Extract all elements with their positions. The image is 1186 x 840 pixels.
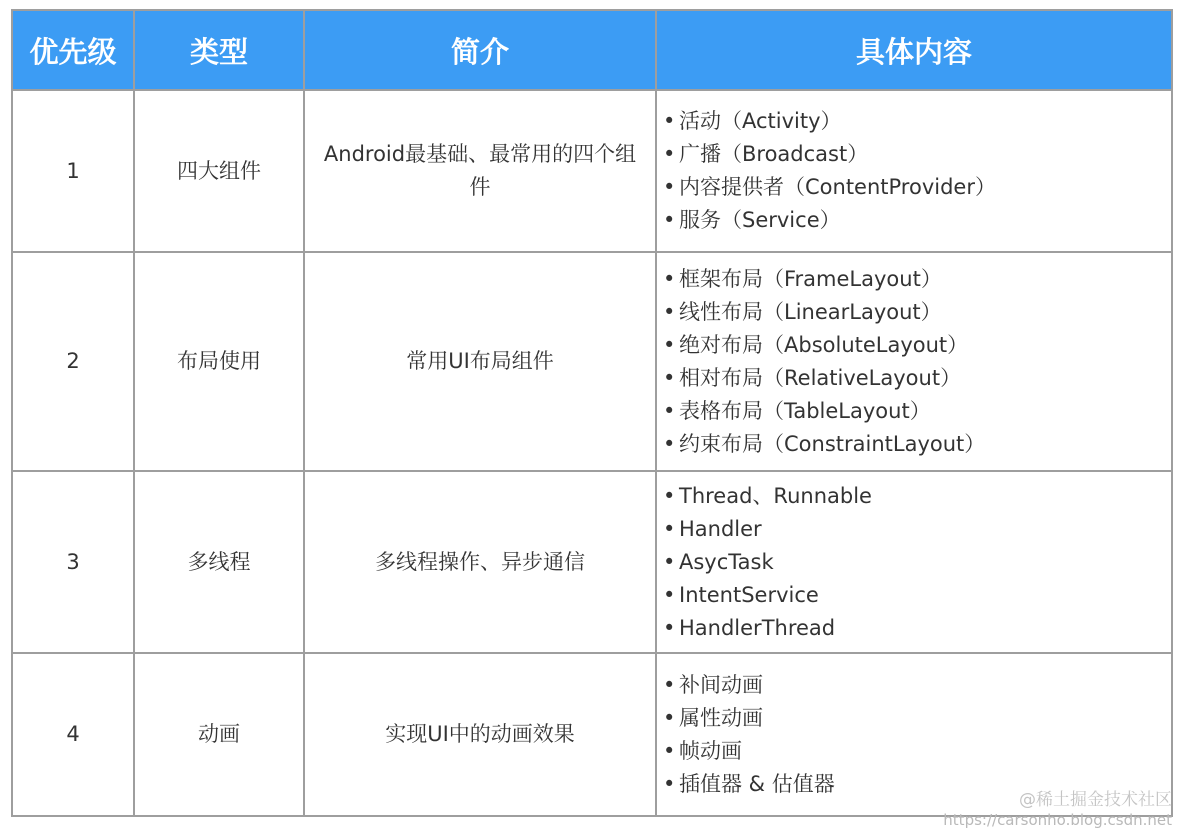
header-priority: 优先级 [12, 10, 134, 90]
list-item-text: 线性布局（LinearLayout） [679, 299, 942, 324]
bullet-icon: • [663, 398, 676, 423]
intro-cell: Android最基础、最常用的四个组件 [304, 90, 656, 252]
list-item [663, 171, 1165, 204]
list-item [663, 546, 1165, 579]
bullet-icon: • [663, 738, 676, 763]
watermark [943, 790, 1172, 830]
bullet-icon: • [663, 175, 676, 199]
content-cell [656, 90, 1172, 252]
bullet-icon: • [663, 483, 676, 508]
list-item [663, 513, 1165, 546]
type-cell: 多线程 [134, 471, 304, 653]
list-item [663, 612, 1165, 645]
content-cell [656, 471, 1172, 653]
list-item-text: 帧动画 [679, 738, 742, 763]
list-item-text: 框架布局（FrameLayout） [679, 266, 942, 291]
list-item-text: IntentService [679, 582, 819, 607]
bullet-icon: • [663, 672, 676, 697]
list-item-text: 表格布局（TableLayout） [679, 398, 931, 423]
priority-cell: 1 [12, 90, 134, 252]
list-item [663, 263, 1165, 296]
content-list [663, 263, 1165, 461]
priority-table-container [11, 9, 1171, 817]
list-item-text: 相对布局（RelativeLayout） [679, 365, 962, 390]
list-item-text: 广播（Broadcast） [679, 142, 869, 166]
bullet-icon: • [663, 615, 676, 640]
priority-cell: 4 [12, 653, 134, 816]
list-item-text: 服务（Service） [679, 208, 841, 232]
table-row [12, 471, 1172, 653]
type-cell: 布局使用 [134, 252, 304, 471]
list-item-text: AsycTask [679, 549, 774, 574]
type-cell: 四大组件 [134, 90, 304, 252]
list-item-text: 属性动画 [679, 705, 763, 730]
bullet-icon: • [663, 549, 676, 574]
bullet-icon: • [663, 705, 676, 730]
bullet-icon: • [663, 365, 676, 390]
list-item [663, 362, 1165, 395]
bullet-icon: • [663, 332, 676, 357]
header-content: 具体内容 [656, 10, 1172, 90]
bullet-icon: • [663, 771, 676, 796]
list-item [663, 480, 1165, 513]
list-item [663, 702, 1165, 735]
bullet-icon: • [663, 208, 676, 232]
list-item-text: Thread、Runnable [679, 483, 872, 508]
intro-cell: 多线程操作、异步通信 [304, 471, 656, 653]
bullet-icon: • [663, 109, 676, 133]
bullet-icon: • [663, 299, 676, 324]
type-cell: 动画 [134, 653, 304, 816]
list-item [663, 669, 1165, 702]
priority-cell: 2 [12, 252, 134, 471]
list-item [663, 204, 1165, 237]
list-item [663, 296, 1165, 329]
list-item [663, 105, 1165, 138]
header-type: 类型 [134, 10, 304, 90]
content-list [663, 105, 1165, 237]
content-cell [656, 252, 1172, 471]
bullet-icon: • [663, 582, 676, 607]
priority-table [11, 9, 1173, 817]
list-item-text: 插值器 & 估值器 [679, 771, 835, 796]
intro-cell: 常用UI布局组件 [304, 252, 656, 471]
list-item-text: 活动（Activity） [679, 109, 842, 133]
list-item [663, 735, 1165, 768]
bullet-icon: • [663, 431, 676, 456]
table-header-row [12, 10, 1172, 90]
intro-cell: 实现UI中的动画效果 [304, 653, 656, 816]
priority-cell: 3 [12, 471, 134, 653]
list-item-text: HandlerThread [679, 615, 836, 640]
content-list [663, 480, 1165, 645]
list-item [663, 395, 1165, 428]
header-intro: 简介 [304, 10, 656, 90]
watermark-url: https://carsonho.blog.csdn.net [943, 811, 1172, 829]
list-item-text: 约束布局（ConstraintLayout） [679, 431, 986, 456]
table-row [12, 90, 1172, 252]
list-item-text: 内容提供者（ContentProvider） [679, 175, 996, 199]
list-item [663, 428, 1165, 461]
list-item [663, 138, 1165, 171]
list-item [663, 329, 1165, 362]
list-item-text: 绝对布局（AbsoluteLayout） [679, 332, 969, 357]
table-row [12, 252, 1172, 471]
content-list [663, 669, 1165, 801]
bullet-icon: • [663, 266, 676, 291]
bullet-icon: • [663, 142, 676, 166]
watermark-site: @稀土掘金技术社区 [1019, 790, 1172, 810]
list-item-text: 补间动画 [679, 672, 763, 697]
list-item-text: Handler [679, 516, 762, 541]
list-item [663, 579, 1165, 612]
bullet-icon: • [663, 516, 676, 541]
